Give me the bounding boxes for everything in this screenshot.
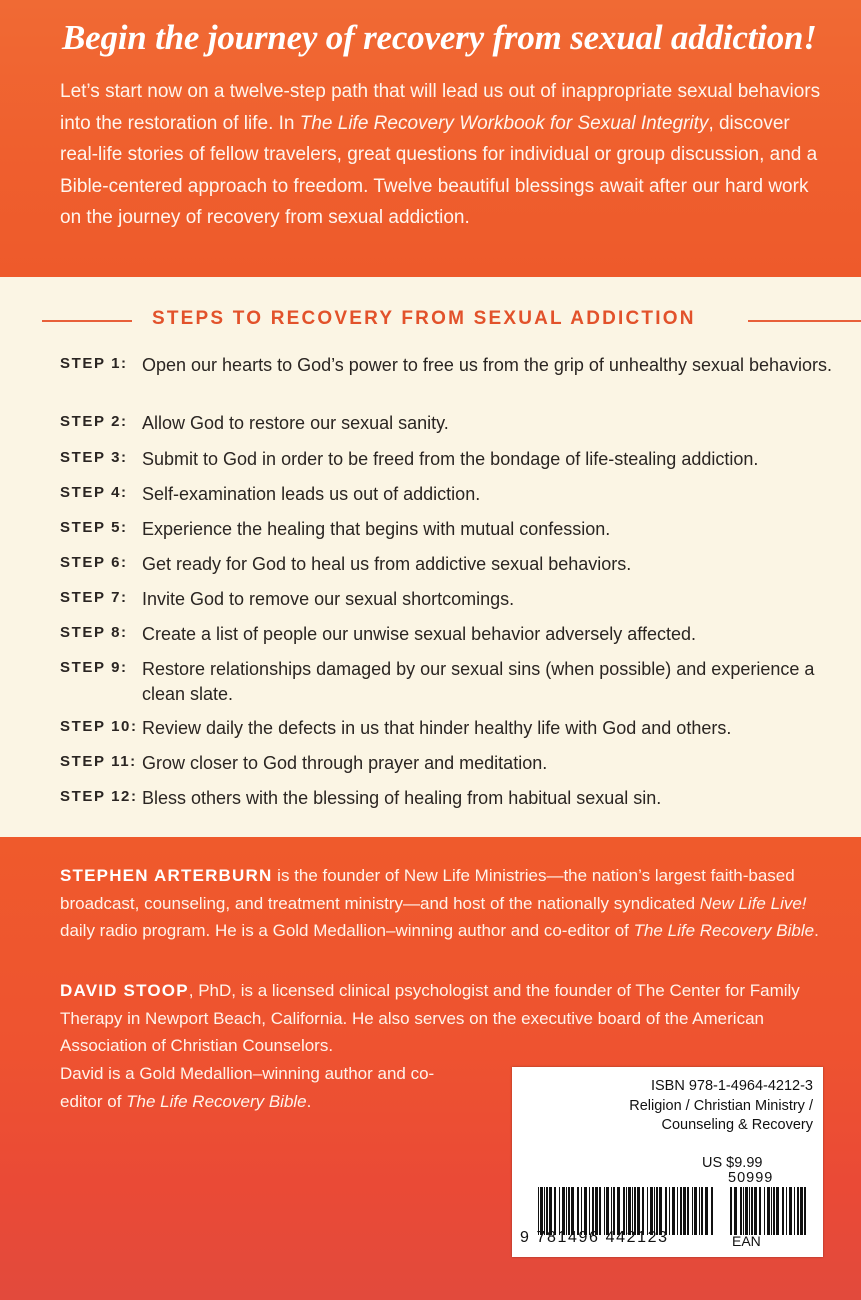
- author-bio-arterburn: [60, 862, 830, 945]
- step-label: STEP 12:: [60, 788, 138, 805]
- price-text: US $9.99: [702, 1155, 763, 1171]
- step-text: Self-examination leads us out of addiction.: [142, 484, 481, 504]
- barcode-addon-icon: [730, 1187, 810, 1235]
- radio-show-title: New Life Live!: [699, 893, 807, 913]
- label-info: [629, 1077, 813, 1136]
- barcode-label: [512, 1067, 823, 1257]
- bio-text: , PhD, is a licensed clinical psychologist and the founder of The Center for Family Therapy in Newport Beach, California. He also serves on the executive board of the American Association of Christian Counselors.: [60, 981, 800, 1055]
- step-text: Create a list of people our unwise sexual behavior adversely affected.: [142, 624, 696, 644]
- bio-text: .: [306, 1091, 312, 1111]
- step-text: Invite God to remove our sexual shortcomings.: [142, 589, 515, 609]
- bio-text: editor of: [60, 1091, 127, 1111]
- category-line-2: Counseling & Recovery: [661, 1117, 813, 1133]
- step-label: STEP 9:: [60, 659, 128, 676]
- headline: Begin the journey of recovery from sexual addiction!: [62, 18, 817, 57]
- author-name: STEPHEN ARTERBURN: [60, 866, 273, 885]
- steps-band: [0, 277, 861, 837]
- bio-text: David is a Gold Medallion–winning author and co-: [60, 1064, 435, 1083]
- header-band: [0, 0, 861, 277]
- bio-text: daily radio program. He is a Gold Medallion–winning author and co-editor of: [60, 921, 634, 940]
- step-label: STEP 8:: [60, 624, 128, 641]
- step-text: Review daily the defects in us that hinder healthy life with God and others.: [142, 718, 732, 738]
- book-title: The Life Recovery Bible: [633, 921, 815, 940]
- step-label: STEP 10:: [60, 718, 138, 735]
- step-label: STEP 5:: [60, 519, 128, 536]
- barcode-main-icon: [538, 1187, 716, 1235]
- step-text: Grow closer to God through prayer and meditation.: [142, 753, 548, 773]
- title-rule-right: [748, 320, 861, 322]
- step-label: STEP 3:: [60, 449, 128, 466]
- intro-text-2: , discover real-life stories of fellow travelers, great questions for individual or group discussion, and a Bible-centered approach to freedom. Twelve beautiful blessings await after our hard work on the journey of recovery from sexual addiction.: [60, 112, 818, 228]
- step-text: Submit to God in order to be freed from the bondage of life-stealing addiction.: [142, 449, 759, 469]
- book-title: The Life Recovery Bible: [126, 1091, 307, 1111]
- author-name: DAVID STOOP: [60, 981, 189, 1000]
- step-text: Get ready for God to heal us from addictive sexual behaviors.: [142, 554, 632, 574]
- step-label: STEP 11:: [60, 753, 137, 770]
- step-label: STEP 2:: [60, 413, 128, 430]
- intro-book-title: The Life Recovery Workbook for Sexual Integrity: [299, 112, 709, 134]
- bio-text: .: [814, 921, 819, 940]
- author-bio-stoop: [60, 977, 830, 1060]
- barcode-digits: 9 781496 442123: [520, 1229, 669, 1246]
- step-label: STEP 6:: [60, 554, 128, 571]
- step-text: Experience the healing that begins with mutual confession.: [142, 519, 611, 539]
- step-label: STEP 1:: [60, 355, 128, 372]
- step-text: Bless others with the blessing of healing from habitual sexual sin.: [142, 788, 662, 808]
- step-text: Open our hearts to God’s power to free us from the grip of unhealthy sexual behaviors.: [142, 355, 833, 375]
- intro-paragraph: [60, 76, 830, 234]
- isbn-text: ISBN 978-1-4964-4212-3: [650, 1078, 813, 1094]
- intro-text-1: Let’s start now on a twelve-step path that will lead us out of inappropriate sexual behaviors into the restoration of life. In: [60, 81, 821, 134]
- step-text: Allow God to restore our sexual sanity.: [142, 413, 449, 433]
- author-bio-stoop-cont: [60, 1060, 480, 1115]
- step-label: STEP 4:: [60, 484, 128, 501]
- addon-code: 50999: [728, 1170, 774, 1186]
- bio-text: is the founder of New Life Ministries—the nation’s largest faith-based broadcast, counseling, and treatment ministry—and host of the nationally syndicated: [60, 866, 795, 913]
- ean-text: EAN: [732, 1233, 761, 1249]
- title-rule-left: [42, 320, 132, 322]
- steps-title: STEPS TO RECOVERY FROM SEXUAL ADDICTION: [152, 308, 696, 329]
- step-text: Restore relationships damaged by our sexual sins (when possible) and experience a clean slate.: [142, 659, 815, 704]
- category-line-1: Religion / Christian Ministry /: [629, 1097, 813, 1114]
- step-label: STEP 7:: [60, 589, 128, 606]
- steps-title-row: [0, 308, 861, 332]
